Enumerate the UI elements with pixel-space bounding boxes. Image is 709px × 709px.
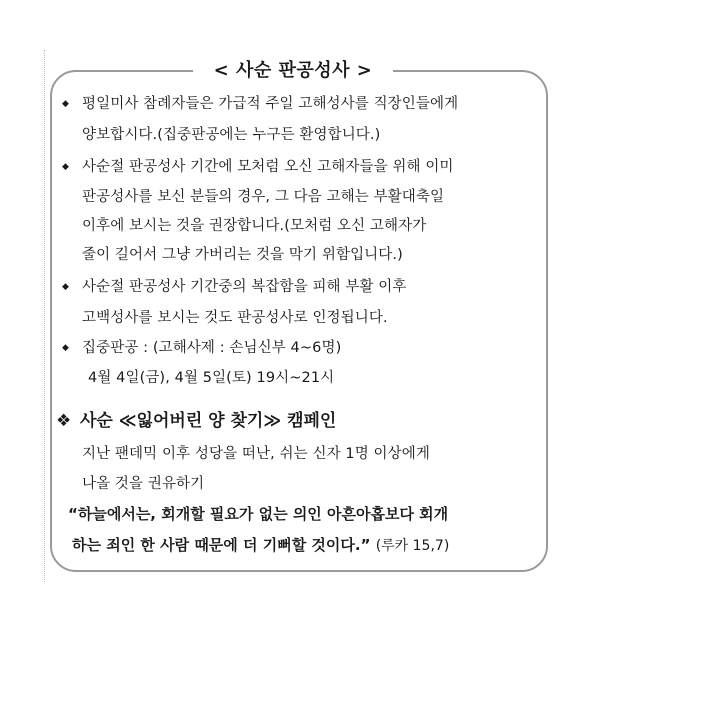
campaign-heading: 사순 ≪잃어버린 양 찾기≫ 캠페인 [80,411,337,431]
quote-reference: (루카 15,7) [375,538,450,554]
quote-line1: “하늘에서는, 회개할 필요가 없는 의인 아흔아홉보다 회개 [68,505,449,523]
bullet-icon: ◆ [62,343,69,353]
campaign-line2: 나올 것을 권유하기 [82,476,205,492]
bullet-icon: ◆ [62,282,69,292]
item4-line1: 집중판공 : (고해사제 : 손님신부 4~6명) [82,340,342,356]
quote-line2 [72,534,449,557]
bullet-icon: ◆ [62,162,69,172]
left-guide-line [44,50,45,582]
notice-title: < 사순 판공성사 > [193,55,393,87]
item2-line3: 이후에 보시는 것을 권장합니다.(모처럼 오신 고해자가 [82,218,427,234]
bullet-icon: ◆ [62,99,69,109]
item1-line2: 양보합시다.(집중판공에는 누구든 환영합니다.) [82,127,381,143]
item3-line2: 고백성사를 보시는 것도 판공성사로 인정됩니다. [82,310,388,326]
item2-line4: 줄이 길어서 그냥 가버리는 것을 막기 위함입니다.) [82,247,403,263]
item2-line1: 사순절 판공성사 기간에 모처럼 오신 고해자들을 위해 이미 [82,159,454,175]
item3-line1: 사순절 판공성사 기간중의 복잡함을 피해 부활 이후 [82,279,407,295]
item4-line2: 4월 4일(금), 4월 5일(토) 19시~21시 [88,370,335,386]
quote-line2-text: 하는 죄인 한 사람 때문에 더 기뻐할 것이다.” [72,536,371,554]
item1-line1: 평일미사 참례자들은 가급적 주일 고해성사를 직장인들에게 [82,96,459,112]
campaign-symbol-icon: ❖ [56,411,72,431]
item2-line2: 판공성사를 보신 분들의 경우, 그 다음 고해는 부활대축일 [82,189,445,205]
campaign-line1: 지난 팬데믹 이후 성당을 떠난, 쉬는 신자 1명 이상에게 [82,446,430,462]
